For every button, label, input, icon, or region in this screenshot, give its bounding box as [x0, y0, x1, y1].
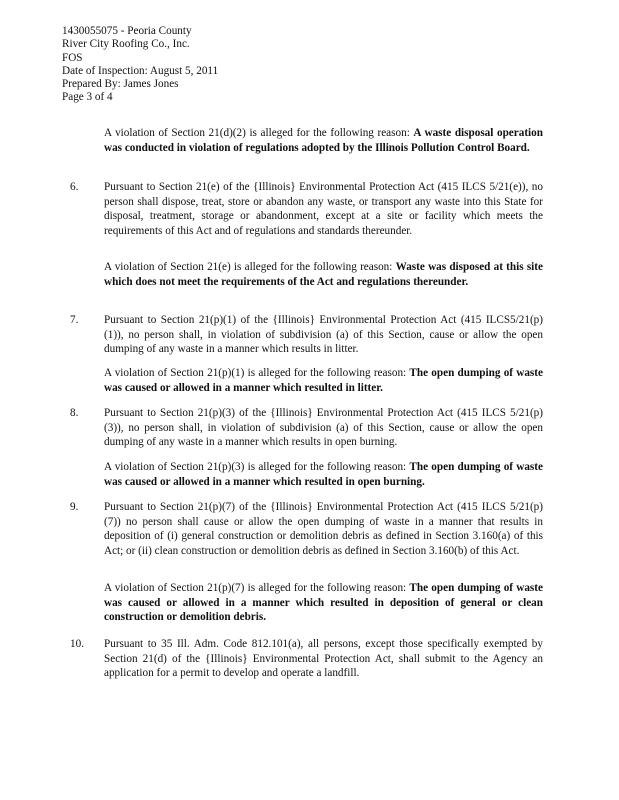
violation-paragraph-7	[104, 366, 543, 395]
violation-paragraph-9	[104, 581, 543, 625]
header-prepared-by: Prepared By: James Jones	[62, 78, 179, 91]
violation-6-text: A violation of Section 21(e) is alleged for the following reason:	[104, 261, 396, 273]
statute-paragraph-8: Pursuant to Section 21(p)(3) of the {Illinois} Environmental Protection Act (415 ILCS 5/21(p)(3)), no person shall, in violation of subdivision (a) of this Section, cause or allow the open dumping of any waste in a manner which results in open burning.	[104, 407, 543, 449]
violation-9-text: A violation of Section 21(p)(7) is alleged for the following reason:	[104, 582, 410, 594]
violation-6-reason: Waste was disposed at this site which does not meet the requirements of the Act and regulations thereunder.	[104, 261, 543, 288]
statute-paragraph-10: Pursuant to 35 Ill. Adm. Code 812.101(a), all persons, except those specifically exempted by Section 21(d) of the {Illinois} Environmental Protection Act, shall submit to the Agency an application for a permit to develop and operate a landfill.	[104, 638, 543, 680]
header-site-id: 1430055075 - Peoria County	[62, 25, 192, 37]
item-number-10: 10.	[70, 638, 84, 650]
header-company: River City Roofing Co., Inc.	[62, 38, 190, 51]
header-code: FOS	[62, 51, 83, 64]
violation-8-reason: The open dumping of waste was caused or allowed in a manner which resulted in open burning.	[104, 461, 543, 488]
violation-5-reason: A waste disposal operation was conducted in violation of regulations adopted by the Illinois Pollution Control Board.	[104, 127, 543, 154]
item-number-6: 6.	[70, 181, 79, 193]
violation-8-text: A violation of Section 21(p)(3) is alleged for the following reason:	[104, 461, 410, 473]
header-page-number: Page 3 of 4	[62, 91, 113, 104]
violation-paragraph-6	[104, 260, 543, 289]
violation-7-reason: The open dumping of waste was caused or allowed in a manner which resulted in litter.	[104, 367, 543, 394]
statute-paragraph-6: Pursuant to Section 21(e) of the {Illinois} Environmental Protection Act (415 ILCS 5/21(e)), no person shall dispose, treat, store or abandon any waste, or transport any waste into this State for disposal, treatment, storage or abandonment, except at a site or facility which meets the requirements of this Act and of regulations and standards thereunder.	[104, 181, 543, 238]
item-number-7: 7.	[70, 314, 79, 326]
header-inspection-date: Date of Inspection: August 5, 2011	[62, 64, 219, 77]
statute-paragraph-9: Pursuant to Section 21(p)(7) of the {Illinois} Environmental Protection Act (415 ILCS 5/21(p)(7)) no person shall cause or allow the open dumping of waste in a manner that results in deposition of (i) general construction or demolition debris as defined in Section 3.160(a) of this Act; or (ii) clean construction or demolition debris as defined in Section 3.160(b) of this Act.	[104, 501, 543, 558]
item-number-8: 8.	[70, 407, 79, 419]
violation-9-reason: The open dumping of waste was caused or allowed in a manner which resulted in deposition of general or clean construction or demolition debris.	[104, 582, 543, 624]
violation-7-text: A violation of Section 21(p)(1) is alleged for the following reason:	[104, 367, 410, 379]
violation-paragraph-8	[104, 460, 543, 489]
statute-paragraph-7: Pursuant to Section 21(p)(1) of the {Illinois} Environmental Protection Act (415 ILCS5/21(p)(1)), no person shall, in violation of subdivision (a) of this Section, cause or allow the open dumping of any waste in a manner which results in litter.	[104, 314, 543, 356]
item-number-9: 9.	[70, 501, 79, 513]
violation-paragraph-5	[104, 126, 543, 155]
page-header	[62, 25, 218, 105]
violation-5-text: A violation of Section 21(d)(2) is alleged for the following reason:	[104, 127, 414, 139]
